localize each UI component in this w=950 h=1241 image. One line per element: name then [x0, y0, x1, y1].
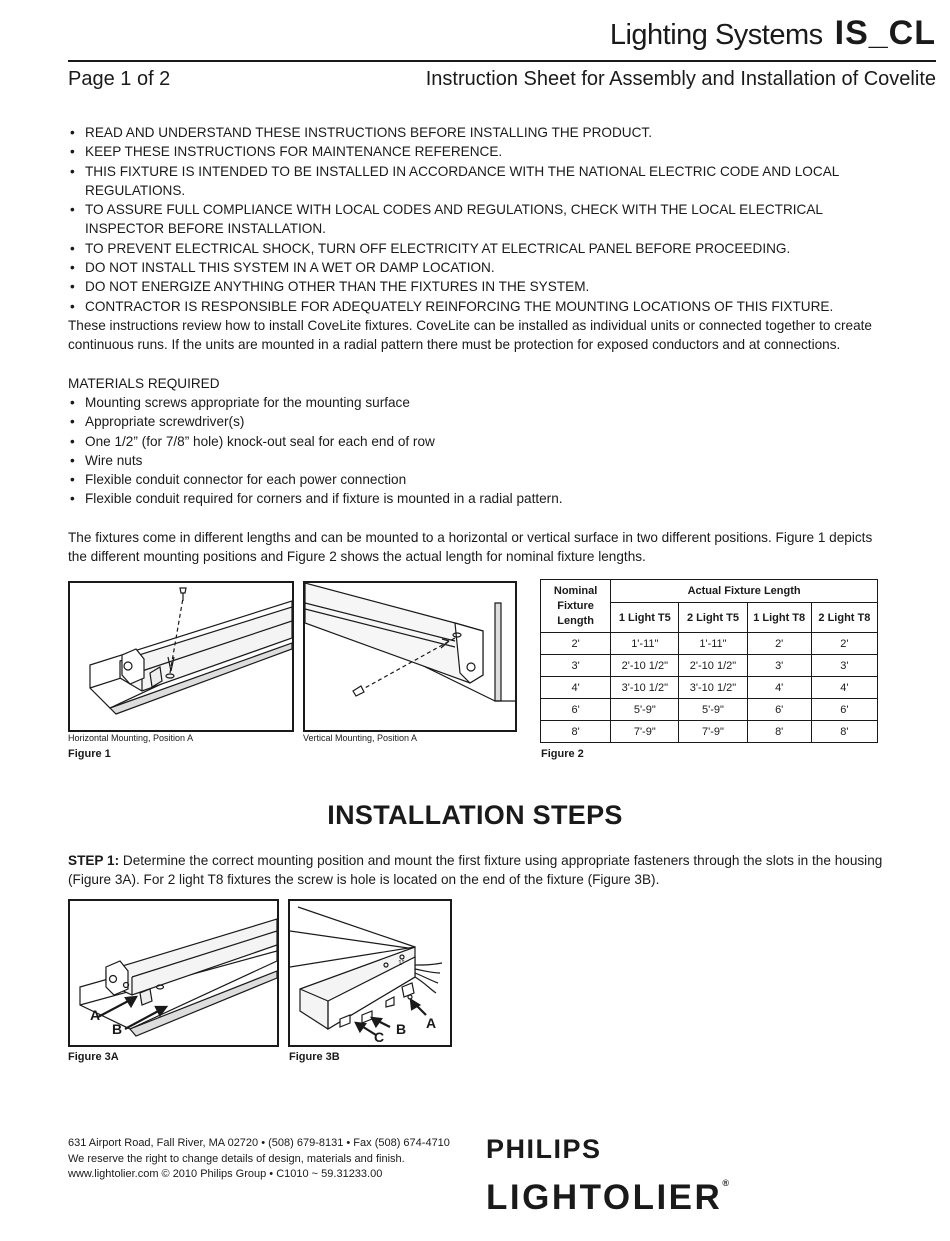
vertical-mounting-illustration	[305, 583, 515, 730]
fixture-length-table	[540, 579, 878, 743]
figure1-caption-horizontal: Horizontal Mounting, Position A	[68, 733, 194, 743]
warning-item: • DO NOT INSTALL THIS SYSTEM IN A WET OR DAMP LOCATION.	[68, 258, 868, 277]
table-cell: 4'	[811, 677, 877, 699]
material-item: • One 1/2” (for 7/8” hole) knock-out seal for each end of row	[68, 432, 868, 451]
material-item: • Appropriate screwdriver(s)	[68, 412, 868, 431]
figure3a-label: Figure 3A	[68, 1051, 119, 1063]
table-cell: 2'	[811, 633, 877, 655]
table-cell: 2'	[747, 633, 811, 655]
horizontal-mounting-illustration	[70, 583, 292, 730]
callout-b: B	[396, 1021, 407, 1037]
document-header	[610, 14, 936, 53]
table-cell: 3'-10 1/2"	[611, 677, 679, 699]
page-number: Page 1 of 2	[68, 68, 171, 90]
figure3a-drawing	[68, 899, 279, 1047]
table-cell: 2'-10 1/2"	[611, 655, 679, 677]
table-cell: 3'	[541, 655, 611, 677]
footer-website: www.lightolier.com © 2010 Philips Group • C1010 ~ 59.31233.00	[68, 1168, 383, 1180]
table-cell: 3'-10 1/2"	[679, 677, 747, 699]
table-row	[541, 721, 878, 743]
figure3b-drawing	[288, 899, 452, 1047]
callout-c: C	[374, 1029, 385, 1045]
material-item: • Wire nuts	[68, 451, 868, 470]
table-subheader: 1 Light T8	[747, 603, 811, 633]
table-subheader: 2 Light T5	[679, 603, 747, 633]
table-cell: 7'-9"	[611, 721, 679, 743]
materials-title: MATERIALS REQUIRED	[68, 376, 220, 391]
figure1-caption-vertical: Vertical Mounting, Position A	[303, 733, 418, 743]
materials-list	[68, 393, 868, 509]
step1-paragraph	[68, 851, 888, 890]
table-cell: 6'	[747, 699, 811, 721]
footer-contact	[68, 1136, 450, 1183]
header-code: IS_CL	[834, 14, 936, 52]
table-cell: 6'	[811, 699, 877, 721]
warning-item: • TO PREVENT ELECTRICAL SHOCK, TURN OFF ELECTRICITY AT ELECTRICAL PANEL BEFORE PROCEEDING.	[68, 239, 868, 258]
table-row	[541, 677, 878, 699]
table-cell: 4'	[747, 677, 811, 699]
table-header-actual: Actual Fixture Length	[611, 580, 878, 603]
step1-label: STEP 1:	[68, 853, 120, 868]
table-cell: 3'	[747, 655, 811, 677]
lengths-paragraph: The fixtures come in different lengths and can be mounted to a horizontal or vertical surface in two different positions. Figure 1 depicts the different mounting positions and Figure 2 shows the actual length for nominal fixture lengths.	[68, 530, 873, 565]
table-cell: 1'-11"	[611, 633, 679, 655]
warning-item: • KEEP THESE INSTRUCTIONS FOR MAINTENANCE REFERENCE.	[68, 142, 868, 161]
callout-b: B	[112, 1021, 123, 1037]
lightolier-wordmark: LIGHTOLIER	[486, 1178, 723, 1217]
callout-a: A	[426, 1015, 437, 1031]
table-cell: 1'-11"	[679, 633, 747, 655]
material-item: • Flexible conduit connector for each power connection	[68, 470, 868, 489]
footer-disclaimer: We reserve the right to change details of design, materials and finish.	[68, 1152, 405, 1165]
table-subheader: 2 Light T8	[811, 603, 877, 633]
table-cell: 2'-10 1/2"	[679, 655, 747, 677]
callout-a: A	[90, 1007, 101, 1023]
header-system: Lighting Systems	[609, 19, 823, 51]
philips-logo: PHILIPS	[486, 1134, 602, 1164]
svg-text:1": 1"	[398, 960, 405, 967]
table-row	[541, 655, 878, 677]
header-rule	[68, 60, 936, 62]
installation-heading: INSTALLATION STEPS	[327, 800, 623, 830]
warning-item: • READ AND UNDERSTAND THESE INSTRUCTIONS BEFORE INSTALLING THE PRODUCT.	[68, 123, 868, 142]
table-cell: 4'	[541, 677, 611, 699]
material-item: • Flexible conduit required for corners and if fixture is mounted in a radial pattern.	[68, 489, 868, 508]
warning-item: • CONTRACTOR IS RESPONSIBLE FOR ADEQUATELY REINFORCING THE MOUNTING LOCATIONS OF THIS FIXTURE.	[68, 297, 868, 316]
step1-text: Determine the correct mounting position and mount the first fixture using appropriate fasteners through the slots in the housing (Figure 3A). For 2 light T8 fixtures the screw is hole is located on the end of the fixture (Figure 3B).	[68, 853, 883, 888]
table-cell: 8'	[747, 721, 811, 743]
table-cell: 5'-9"	[679, 699, 747, 721]
table-subheader: 1 Light T5	[611, 603, 679, 633]
table-cell: 5'-9"	[611, 699, 679, 721]
figure1-horizontal-drawing	[68, 581, 294, 732]
figure3b-label: Figure 3B	[289, 1051, 340, 1063]
table-cell: 8'	[541, 721, 611, 743]
document-subtitle: Instruction Sheet for Assembly and Installation of Covelite	[425, 68, 936, 90]
table-header-nominal: Nominal Fixture Length	[541, 580, 611, 633]
table-row	[541, 633, 878, 655]
footer-address: 631 Airport Road, Fall River, MA 02720 • (508) 679-8131 • Fax (508) 674-4710	[68, 1137, 450, 1149]
lightolier-logo	[486, 1178, 729, 1218]
table-cell: 3'	[811, 655, 877, 677]
figure1-label: Figure 1	[68, 748, 111, 760]
material-item: • Mounting screws appropriate for the mounting surface	[68, 393, 868, 412]
table-cell: 2'	[541, 633, 611, 655]
registered-mark: ®	[722, 1178, 729, 1188]
warning-item: • TO ASSURE FULL COMPLIANCE WITH LOCAL CODES AND REGULATIONS, CHECK WITH THE LOCAL ELECTRICAL INSPECTOR BEFORE INSTALLATION.	[68, 200, 825, 239]
warning-list	[68, 123, 868, 316]
warning-item: • THIS FIXTURE IS INTENDED TO BE INSTALLED IN ACCORDANCE WITH THE NATIONAL ELECTRIC CODE AND LOCAL REGULATIONS.	[68, 162, 868, 201]
figure2-label: Figure 2	[541, 748, 584, 760]
warning-item: • DO NOT ENERGIZE ANYTHING OTHER THAN THE FIXTURES IN THE SYSTEM.	[68, 277, 868, 296]
table-cell: 8'	[811, 721, 877, 743]
table-row	[541, 699, 878, 721]
table-cell: 6'	[541, 699, 611, 721]
figure3a-illustration	[70, 901, 277, 1045]
table-cell: 7'-9"	[679, 721, 747, 743]
figure1-vertical-drawing	[303, 581, 517, 732]
intro-paragraph: These instructions review how to install CoveLite fixtures. CoveLite can be installed as individual units or connected together to create continuous runs. If the units are mounted in a radial pattern there must be protection for exposed conductors and at connections.	[68, 318, 872, 353]
